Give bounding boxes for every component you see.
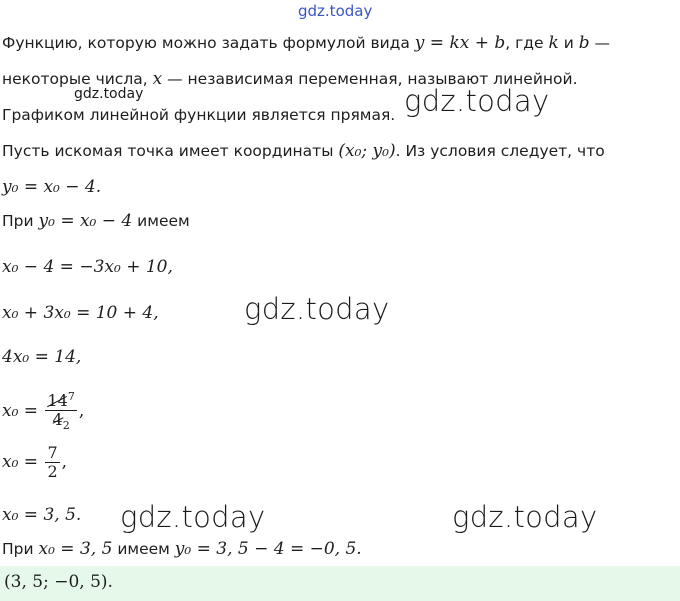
numerator: 7 — [47, 443, 58, 462]
text: При — [2, 212, 39, 230]
symbol-k: k — [548, 33, 559, 53]
equation-5 — [2, 388, 84, 435]
watermark-big-4: gdz.today — [452, 500, 598, 534]
definition-line-1 — [2, 32, 610, 54]
fraction — [45, 444, 59, 481]
watermark-big-2: gdz.today — [244, 292, 390, 326]
substitution-line — [2, 210, 190, 232]
point-coordinates: (x₀; y₀) — [338, 141, 396, 161]
watermark-small: gdz.today — [74, 86, 144, 102]
equation-1: y₀ = x₀ − 4. — [2, 177, 102, 197]
text: . Из условия следует, что — [395, 142, 605, 160]
text: Пусть искомая точка имеет координаты — [2, 142, 339, 160]
text: , где — [505, 34, 549, 52]
text: имеем — [132, 212, 190, 230]
equation-7: x₀ = 3, 5. — [2, 505, 82, 525]
text: имеем — [112, 540, 175, 558]
answer-text: (3, 5; −0, 5). — [4, 572, 113, 592]
symbol-b: b — [578, 33, 590, 53]
text: При — [2, 540, 39, 558]
text: — независимая переменная, называют линейной. — [162, 70, 578, 88]
equation-6 — [2, 442, 67, 482]
lhs: x₀ = — [2, 452, 44, 472]
answer-box — [0, 566, 680, 601]
equation-2: x₀ − 4 = −3x₀ + 10, — [2, 257, 173, 277]
watermark-big-3: gdz.today — [120, 500, 266, 534]
lhs: x₀ = — [2, 401, 44, 421]
formula: x₀ = 3, 5 — [38, 539, 113, 559]
condition-line — [2, 140, 605, 162]
text: — — [589, 34, 611, 52]
formula: y₀ = x₀ − 4 — [38, 211, 133, 231]
numerator-reduced: 7 — [67, 390, 75, 403]
fraction-reduced — [45, 388, 76, 435]
comma: , — [61, 452, 68, 472]
text: и — [558, 34, 579, 52]
formula: y₀ = 3, 5 − 4 = −0, 5. — [174, 539, 362, 559]
formula: y = kx + b — [414, 33, 506, 53]
definition-line-3: Графиком линейной функции является прямая. — [2, 106, 396, 124]
text: некоторые числа, — [2, 70, 153, 88]
comma: , — [78, 401, 85, 421]
equation-3: x₀ + 3x₀ = 10 + 4, — [2, 303, 159, 323]
equation-4: 4x₀ = 14, — [2, 347, 82, 367]
denominator: 2 — [47, 462, 58, 481]
denominator: 4 — [52, 410, 63, 429]
text: Функцию, которую можно задать формулой вида — [2, 34, 415, 52]
numerator: 14 — [47, 391, 68, 410]
watermark-big-1: gdz.today — [404, 84, 550, 118]
symbol-x: x — [152, 69, 163, 89]
denominator-reduced: 2 — [62, 419, 70, 432]
watermark-top: gdz.today — [298, 2, 373, 20]
final-substitution-line — [2, 538, 362, 560]
